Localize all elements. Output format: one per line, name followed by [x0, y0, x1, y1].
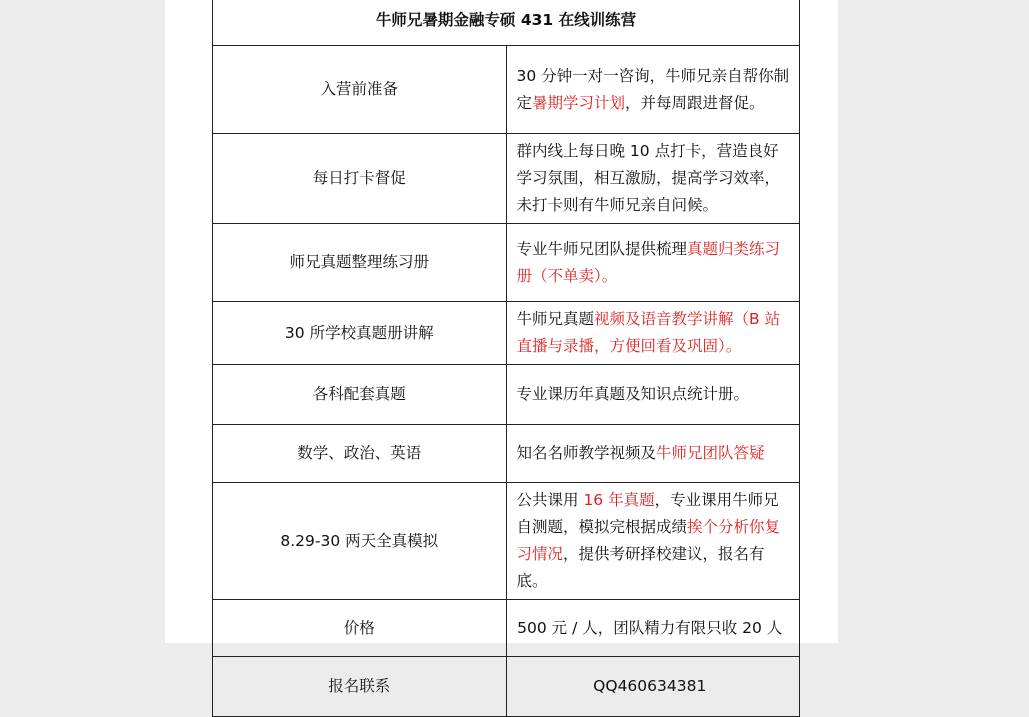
row-content — [506, 46, 800, 134]
content-text: 知名名师教学视频及 — [516, 444, 657, 462]
highlight-text: 16 年真题 — [583, 491, 655, 509]
highlight-text: 挨个分析你复习情况 — [516, 518, 781, 563]
row-label: 入营前准备 — [213, 46, 507, 134]
price-text: 500 元 / 人，团队精力有限只收 20 人 — [517, 618, 783, 637]
table-row — [213, 657, 800, 717]
contact-text: QQ460634381 — [593, 677, 707, 695]
row-content — [506, 302, 800, 365]
row-label: 师兄真题整理练习册 — [213, 224, 507, 302]
document-page — [165, 0, 838, 695]
content-text: 30 分钟一对一咨询，牛师兄亲自帮你制定 — [516, 66, 790, 112]
row-content — [506, 483, 800, 600]
row-content — [506, 425, 800, 483]
row-label: 30 所学校真题册讲解 — [213, 302, 507, 365]
row-label: 数学、政治、英语 — [213, 425, 507, 483]
row-label: 报名联系 — [213, 657, 507, 717]
content-text: ，专业课用牛师兄自测题，模拟完根据成绩 — [516, 491, 779, 536]
content-text: 专业牛师兄团队提供梳理 — [516, 239, 688, 258]
row-content — [506, 365, 800, 425]
table-row — [213, 483, 800, 600]
title-row — [213, 0, 800, 46]
highlight-text: 牛师兄团队答疑 — [656, 444, 765, 462]
table-row — [213, 224, 800, 302]
row-label: 价格 — [213, 600, 507, 657]
table-row — [213, 46, 800, 134]
highlight-text: 暑期学习计划 — [532, 93, 626, 112]
row-content — [506, 134, 800, 224]
table-row — [213, 365, 800, 425]
table-row — [213, 134, 800, 224]
row-content — [506, 657, 800, 717]
content-text: ，提供考研择校建议，报名有底。 — [516, 545, 765, 590]
table-row — [213, 600, 800, 657]
row-label: 每日打卡督促 — [213, 134, 507, 224]
row-label: 各科配套真题 — [213, 365, 507, 425]
content-text: ，并每周跟进督促。 — [625, 93, 765, 112]
content-text: 公共课用 — [516, 491, 584, 509]
row-content — [506, 224, 800, 302]
document-title: 牛师兄暑期金融专硕 431 在线训练营 — [213, 0, 800, 46]
row-content — [506, 600, 800, 657]
content-text: 群内线上每日晚 10 点打卡，营造良好学习氛围，相互激励，提高学习效率，未打卡则有牛师兄亲自问候。 — [516, 142, 781, 214]
row-label: 8.29-30 两天全真模拟 — [213, 483, 507, 600]
table-row — [213, 302, 800, 365]
highlight-text: 真题归类练习册（不单卖）。 — [516, 239, 781, 285]
content-text: 牛师兄真题 — [516, 310, 595, 328]
table-row — [213, 425, 800, 483]
highlight-text: 视频及语音教学讲解（B 站直播与录播，方便回看及巩固）。 — [516, 310, 781, 355]
camp-info-table — [212, 0, 800, 717]
content-text: 专业课历年真题及知识点统计册。 — [516, 385, 750, 403]
